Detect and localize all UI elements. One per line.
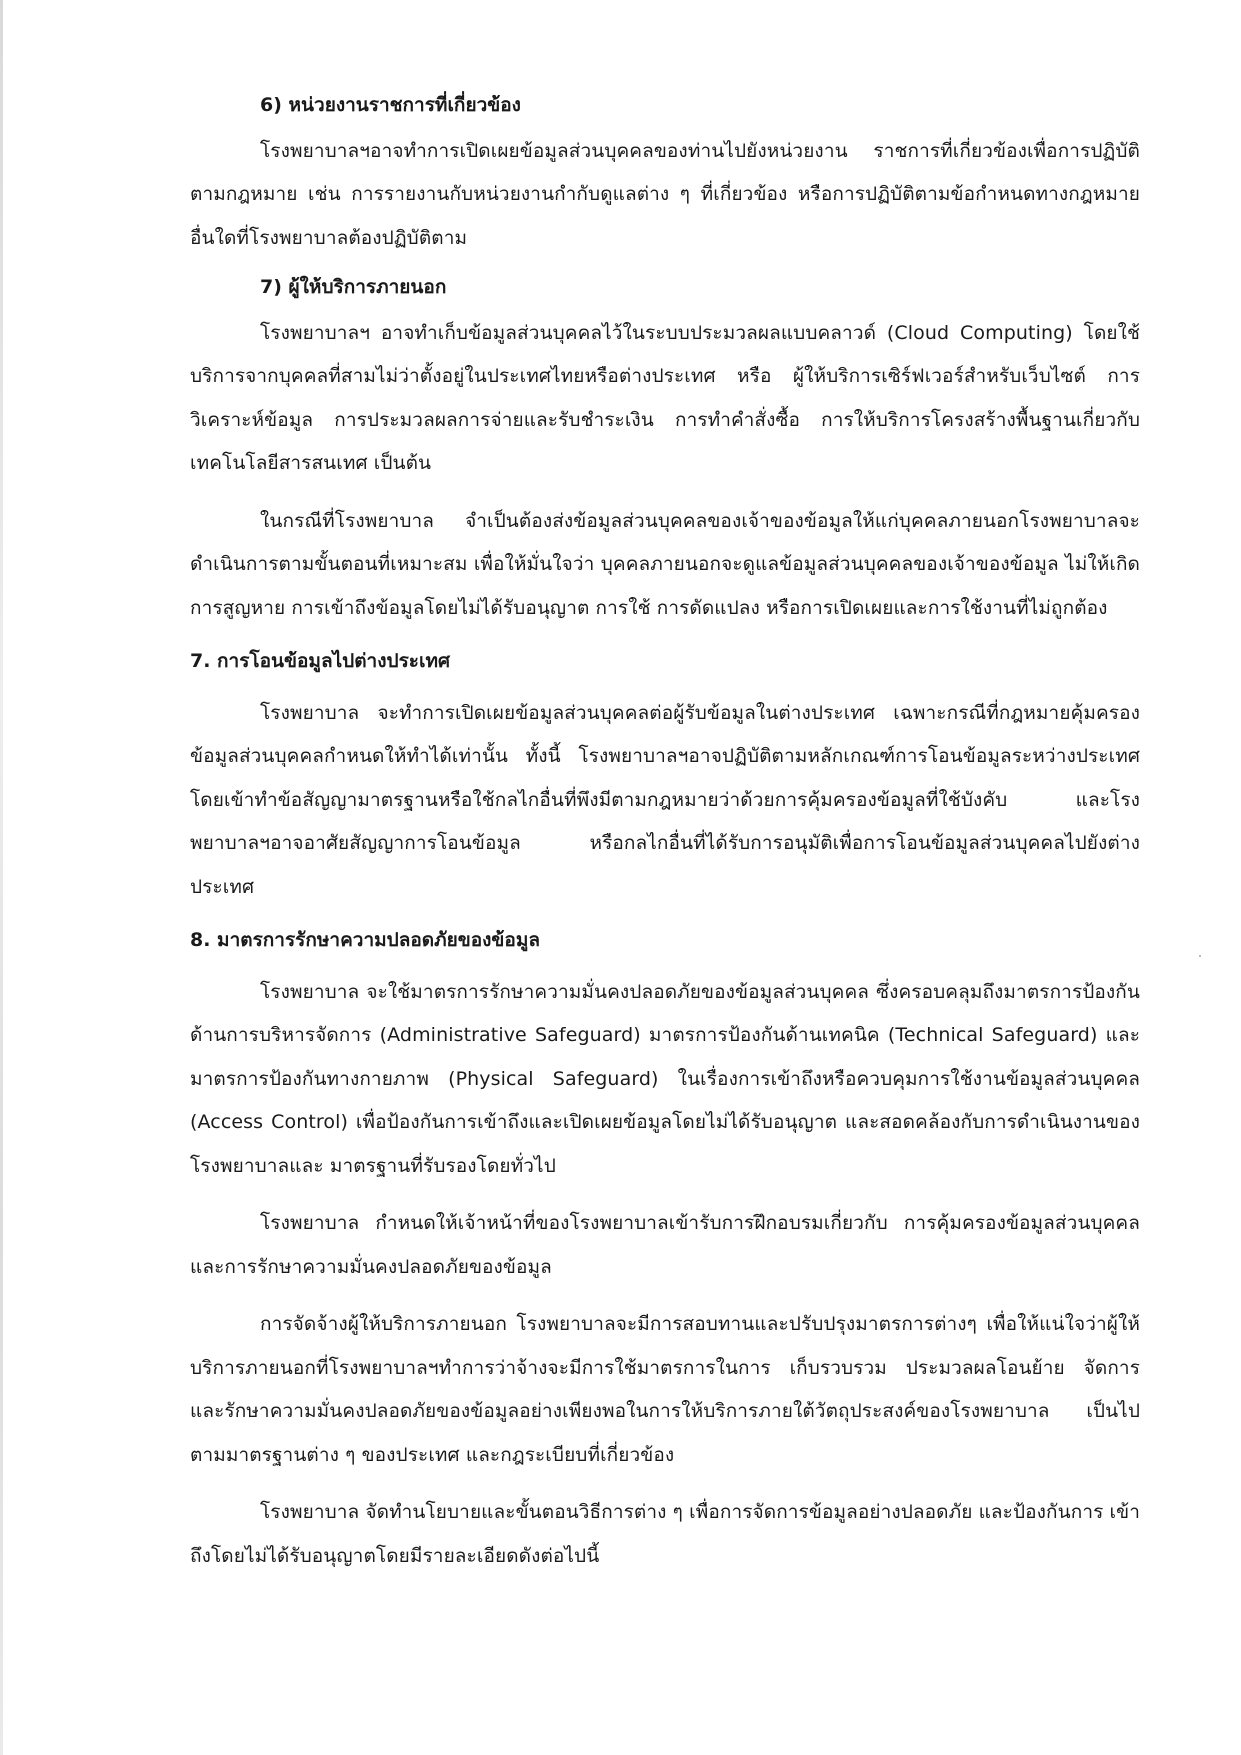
section-data-security (190, 919, 1140, 1578)
section-government-agencies (190, 84, 1140, 260)
section-heading: 7) ผู้ให้บริการภายนอก (260, 276, 447, 298)
paragraph: โรงพยาบาล จัดทำนโยบายและขั้นตอนวิธีการต่าง ๆ เพื่อการจัดการข้อมูลอย่างปลอดภัย และป้องกันการ เข้าถึงโดยไม่ได้รับอนุญาตโดยมีรายละเอียดดังต่อไปนี้ (190, 1501, 1140, 1567)
section-heading: 6) หน่วยงานราชการที่เกี่ยวข้อง (260, 94, 521, 116)
section-heading: 8. มาตรการรักษาความปลอดภัยของข้อมูล (190, 929, 540, 951)
section-international-transfer (190, 640, 1140, 909)
section-heading: 7. การโอนข้อมูลไปต่างประเทศ (190, 650, 451, 672)
paragraph: โรงพยาบาลฯ อาจทำเก็บข้อมูลส่วนบุคคลไว้ในระบบประมวลผลแบบคลาวด์ (Cloud Computing) โดยใช้บริการจากบุคคลที่สามไม่ว่าตั้งอยู่ในประเทศไทยหรือต่างประเทศ หรือ ผู้ให้บริการเซิร์ฟเวอร์สำหรับเว็บไซต์ การวิเคราะห์ข้อมูล การประมวลผลการจ่ายและรับชำระเงิน การทำคำสั่งซื้อ การให้บริการโครงสร้างพื้นฐานเกี่ยวกับเทคโนโลยีสารสนเทศ เป็นต้น (190, 321, 1140, 474)
paragraph: โรงพยาบาล จะใช้มาตรการรักษาความมั่นคงปลอดภัยของข้อมูลส่วนบุคคล ซึ่งครอบคลุมถึงมาตรการป้องกัน ด้านการบริหารจัดการ (Administrative Safeguard) มาตรการป้องกันด้านเทคนิค (Technical Safeguard) และ มาตรการป้องกันทางกายภาพ (Physical Safeguard) ในเรื่องการเข้าถึงหรือควบคุมการใช้งานข้อมูลส่วนบุคคล (Access Control) เพื่อป้องกันการเข้าถึงและเปิดเผยข้อมูลโดยไม่ได้รับอนุญาต และสอดคล้องกับการดำเนินงานของโรงพยาบาลและ มาตรฐานที่รับรองโดยทั่วไป (190, 980, 1140, 1177)
scan-speck (1199, 955, 1201, 957)
paragraph: ในกรณีที่โรงพยาบาล จำเป็นต้องส่งข้อมูลส่วนบุคคลของเจ้าของข้อมูลให้แก่บุคคลภายนอกโรงพยาบาลจะดำเนินการตามขั้นตอนที่เหมาะสม เพื่อให้มั่นใจว่า บุคคลภายนอกจะดูแลข้อมูลส่วนบุคคลของเจ้าของข้อมูล ไม่ให้เกิด การสูญหาย การเข้าถึงข้อมูลโดยไม่ได้รับอนุญาต การใช้ การดัดแปลง หรือการเปิดเผยและการใช้งานที่ไม่ถูกต้อง (190, 509, 1140, 619)
section-external-providers (190, 266, 1140, 630)
paragraph: โรงพยาบาลฯอาจทำการเปิดเผยข้อมูลส่วนบุคคลของท่านไปยังหน่วยงาน ราชการที่เกี่ยวข้องเพื่อการปฏิบัติตามกฎหมาย เช่น การรายงานกับหน่วยงานกำกับดูแลต่าง ๆ ที่เกี่ยวข้อง หรือการปฏิบัติตามข้อกำหนดทางกฎหมายอื่นใดที่โรงพยาบาลต้องปฏิบัติตาม (190, 139, 1140, 249)
paragraph: การจัดจ้างผู้ให้บริการภายนอก โรงพยาบาลจะมีการสอบทานและปรับปรุงมาตรการต่างๆ เพื่อให้แน่ใจว่าผู้ให้บริการภายนอกที่โรงพยาบาลฯทำการว่าจ้างจะมีการใช้มาตรการในการ เก็บรวบรวม ประมวลผลโอนย้าย จัดการ และรักษาความมั่นคงปลอดภัยของข้อมูลอย่างเพียงพอในการให้บริการภายใต้วัตถุประสงค์ของโรงพยาบาล เป็นไปตามมาตรฐานต่าง ๆ ของประเทศ และกฎระเบียบที่เกี่ยวข้อง (190, 1313, 1140, 1466)
document-page (190, 78, 1140, 1578)
paragraph: โรงพยาบาล จะทำการเปิดเผยข้อมูลส่วนบุคคลต่อผู้รับข้อมูลในต่างประเทศ เฉพาะกรณีที่กฎหมายคุ้มครอง ข้อมูลส่วนบุคคลกำหนดให้ทำได้เท่านั้น ทั้งนี้ โรงพยาบาลฯอาจปฏิบัติตามหลักเกณฑ์การโอนข้อมูลระหว่างประเทศ โดยเข้าทำข้อสัญญามาตรฐานหรือใช้กลไกอื่นที่พึงมีตามกฎหมายว่าด้วยการคุ้มครองข้อมูลที่ใช้บังคับ และโรงพยาบาลฯอาจอาศัยสัญญาการโอนข้อมูล หรือกลไกอื่นที่ได้รับการอนุมัติเพื่อการโอนข้อมูลส่วนบุคคลไปยังต่างประเทศ (190, 701, 1140, 898)
scan-edge (0, 0, 3, 1755)
paragraph: โรงพยาบาล กำหนดให้เจ้าหน้าที่ของโรงพยาบาลเข้ารับการฝึกอบรมเกี่ยวกับ การคุ้มครองข้อมูลส่วนบุคคลและการรักษาความมั่นคงปลอดภัยของข้อมูล (190, 1212, 1140, 1278)
